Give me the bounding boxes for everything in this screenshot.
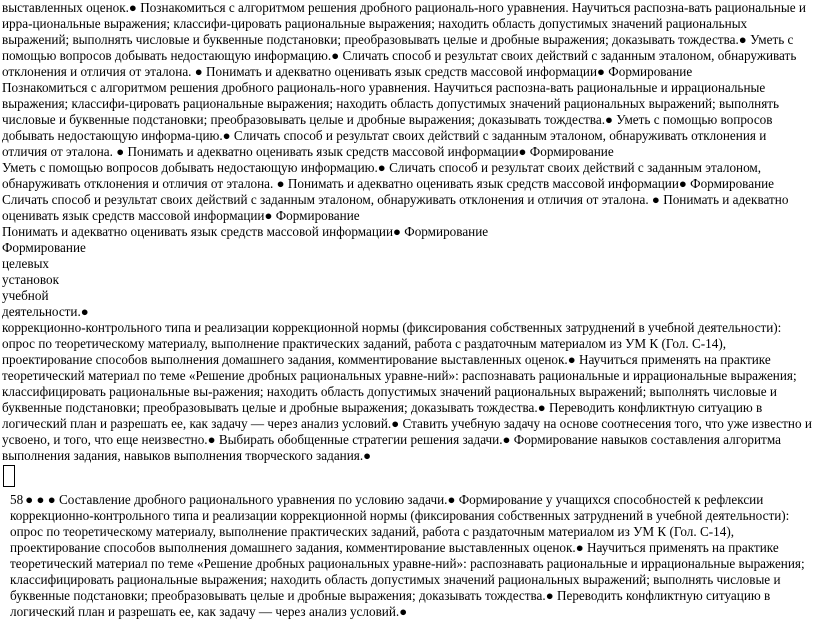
lesson-number: 58 — [10, 492, 24, 507]
paragraph-2: Познакомиться с алгоритмом решения дробного рациональ-ного уравнения. Научиться распозна-вать рациональные и иррациональные выражения; классифи-цировать рациональные выражения; находить область допустимых значений рациональных выражений; выполнять числовые и буквенные подстановки; преобразовывать целые и дробные выражения; доказывать тождества.● Уметь с помощью вопросов добывать недостающую информа-цию.● Сличать способ и результат своих действий с заданным эталоном, обнаруживать отклонения и отличия от эталона. ● Понимать и адекватно оценивать язык средств массовой информации● Формирование — [2, 80, 780, 159]
lesson-row-text: ● ● ● Составление дробного рационального уравнения по условию задачи.● Формирование у учащихся способностей к рефлексии коррекционно-контрольного типа и реализации коррекционной нормы (фиксирования собственных затруднений в учебной деятельности): опрос по теоретическому материалу, выполнение практических заданий, работа с раздаточным материалом из УМ К (Гол. С-14), проектирование способов выполнения домашнего задания, комментирование выставленных оценок.● Научиться применять на практике теоретический материал по теме «Решение дробных рациональных уравне-ний»: распознавать рациональные и иррациональные выражения; классифицировать рациональные выражения; находить область допустимых значений рациональных выражений; выполнять числовые и буквенные подстановки; преобразовывать целые и дробные выражения; доказывать тождества.● Переводить конфликтную ситуацию в логический план и разрешать ее, как задачу — через анализ условий.● — [10, 492, 805, 619]
paragraph-3: Уметь с помощью вопросов добывать недостающую информацию.● Сличать способ и результат своих действий с заданным эталоном, обнаруживать отклонения и отличия от эталона. ● Понимать и адекватно оценивать язык средств массовой информации● Формирование — [2, 160, 775, 191]
empty-cell-row — [2, 464, 814, 492]
paragraph-7: целевых — [2, 256, 50, 271]
paragraph-9: учебной — [2, 288, 49, 303]
empty-table-cell — [3, 465, 15, 487]
paragraph-4: Сличать способ и результат своих действий с заданным эталоном, обнаруживать отклонения и отличия от эталона. ● Понимать и адекватно оценивать язык средств массовой информации● Формирование — [2, 192, 789, 223]
paragraph-1: выставленных оценок.● Познакомиться с алгоритмом решения дробного рациональ-ного уравнения. Научиться распозна-вать рациональные и ирра-циональные выражения; классифи-цировать рациональные выражения; находить область допустимых значений рациональных выражений; выполнять числовые и буквенные подстановки; преобразовывать целые и дробные выражения; доказывать тождества.● Уметь с помощью вопросов добывать недостающую информацию.● Сличать способ и результат своих действий с заданным эталоном, обнаруживать отклонения и отличия от эталона. ● Понимать и адекватно оценивать язык средств массовой информации● Формирование — [2, 0, 806, 79]
paragraph-10: деятельности.● — [2, 304, 89, 319]
paragraph-8: установок — [2, 272, 60, 287]
paragraph-5: Понимать и адекватно оценивать язык средств массовой информации● Формирование — [2, 224, 489, 239]
paragraph-6: Формирование — [2, 240, 86, 255]
paragraph-11: коррекционно-контрольного типа и реализации коррекционной нормы (фиксирования собственных затруднений в учебной деятельности): опрос по теоретическому материалу, выполнение практических заданий, работа с раздаточным материалом из УМ К (Гол. С-14), проектирование способов выполнения домашнего задания, комментирование выставленных оценок.● Научиться применять на практике теоретический материал по теме «Решение дробных рациональных уравне-ний»: распознавать рациональные и иррациональные выражения; классифицировать рациональные вы-ражения; находить область допустимых значений рациональных выражений; выполнять числовые и буквенные подстановки; преобразовывать целые и дробные выражения; доказывать тождества.● Переводить конфликтную ситуацию в логический план и разрешать ее, как задачу — через анализ условий.● Ставить учебную задачу на основе соотнесения того, что уже известно и усвоено, и того, что еще неизвестно.● Выбирать обобщенные стратегии решения задачи.● Формирование навыков составления алгоритма выполнения задания, навыков выполнения творческого задания.● — [2, 320, 812, 463]
lesson-row-58 — [2, 492, 814, 620]
